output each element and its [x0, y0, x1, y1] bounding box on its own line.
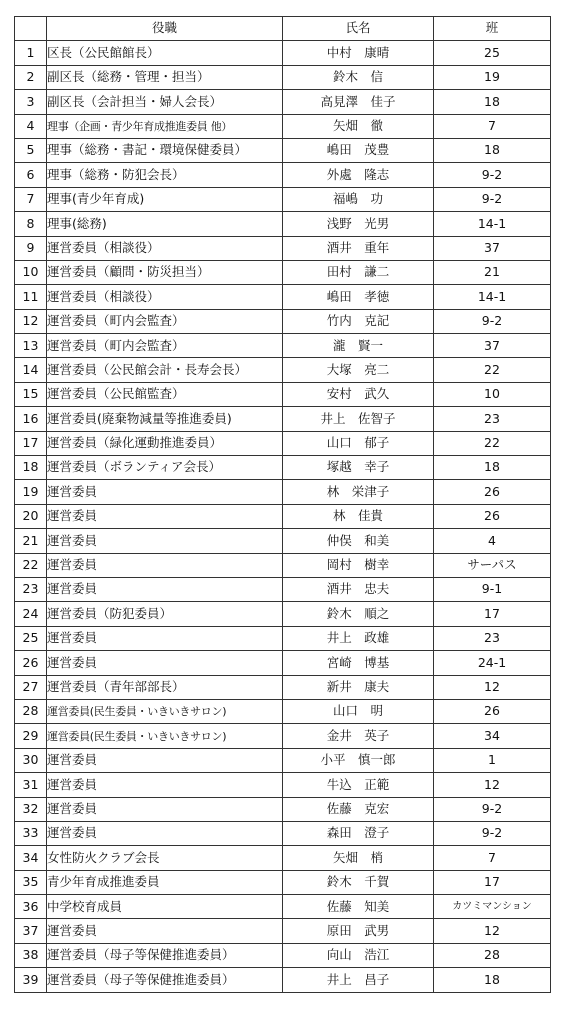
table-row: [15, 748, 551, 772]
row-han: 17: [434, 602, 551, 626]
row-name: 鈴木 信: [283, 65, 434, 89]
row-name: 林 佳貴: [283, 504, 434, 528]
table-row: [15, 651, 551, 675]
row-name: 塚越 幸子: [283, 456, 434, 480]
row-name: 金井 英子: [283, 724, 434, 748]
row-role: 運営委員: [47, 773, 283, 797]
row-name: 山口 明: [283, 699, 434, 723]
row-number: 9: [15, 236, 47, 260]
row-han: 23: [434, 626, 551, 650]
row-name: 原田 武男: [283, 919, 434, 943]
row-han: 18: [434, 90, 551, 114]
row-name: 宮崎 博基: [283, 651, 434, 675]
row-han: 4: [434, 529, 551, 553]
row-han: 26: [434, 699, 551, 723]
row-name: 矢畑 梢: [283, 846, 434, 870]
row-name: 矢畑 徹: [283, 114, 434, 138]
table-row: [15, 699, 551, 723]
table-row: [15, 577, 551, 601]
row-role: 運営委員: [47, 821, 283, 845]
row-name: 高見澤 佳子: [283, 90, 434, 114]
row-role: 運営委員: [47, 504, 283, 528]
row-role: 運営委員: [47, 480, 283, 504]
row-number: 25: [15, 626, 47, 650]
row-role: 区長（公民館館長）: [47, 41, 283, 65]
row-han: 23: [434, 407, 551, 431]
row-name: 仲俣 和美: [283, 529, 434, 553]
table-row: [15, 968, 551, 992]
row-name: 中村 康晴: [283, 41, 434, 65]
row-number: 19: [15, 480, 47, 504]
row-han: 22: [434, 431, 551, 455]
table-row: [15, 529, 551, 553]
row-number: 28: [15, 699, 47, 723]
row-number: 6: [15, 163, 47, 187]
row-role: 副区長（総務・管理・担当）: [47, 65, 283, 89]
row-han: 24-1: [434, 651, 551, 675]
table-row: [15, 821, 551, 845]
row-han: 28: [434, 943, 551, 967]
table-row: [15, 65, 551, 89]
row-name: 鈴木 順之: [283, 602, 434, 626]
row-number: 36: [15, 895, 47, 919]
table-row: [15, 724, 551, 748]
row-role: 理事（総務・防犯会長）: [47, 163, 283, 187]
row-number: 10: [15, 260, 47, 284]
row-name: 瀧 賢一: [283, 334, 434, 358]
row-number: 2: [15, 65, 47, 89]
row-name: 牛込 正範: [283, 773, 434, 797]
row-han: 9-2: [434, 797, 551, 821]
table-row: [15, 309, 551, 333]
row-number: 21: [15, 529, 47, 553]
row-role: 運営委員（町内会監査）: [47, 309, 283, 333]
row-han: 17: [434, 870, 551, 894]
row-number: 18: [15, 456, 47, 480]
row-han: 18: [434, 456, 551, 480]
row-number: 33: [15, 821, 47, 845]
row-number: 30: [15, 748, 47, 772]
roster-body: [15, 41, 551, 992]
row-role: 運営委員(廃棄物減量等推進委員): [47, 407, 283, 431]
table-row: [15, 480, 551, 504]
row-role: 女性防火クラブ会長: [47, 846, 283, 870]
row-role: 運営委員（防犯委員）: [47, 602, 283, 626]
row-role: 運営委員（ボランティア会長）: [47, 456, 283, 480]
table-row: [15, 382, 551, 406]
row-number: 16: [15, 407, 47, 431]
row-han: カツミマンション: [434, 895, 551, 919]
row-role: 運営委員: [47, 553, 283, 577]
row-han: 12: [434, 919, 551, 943]
row-number: 31: [15, 773, 47, 797]
row-han: 7: [434, 114, 551, 138]
table-row: [15, 943, 551, 967]
table-row: [15, 407, 551, 431]
row-han: 9-2: [434, 821, 551, 845]
row-role: 運営委員: [47, 919, 283, 943]
table-row: [15, 919, 551, 943]
row-han: 26: [434, 504, 551, 528]
row-name: 井上 政雄: [283, 626, 434, 650]
row-han: 10: [434, 382, 551, 406]
row-name: 小平 慎一郎: [283, 748, 434, 772]
table-row: [15, 163, 551, 187]
row-role: 副区長（会計担当・婦人会長）: [47, 90, 283, 114]
row-han: 18: [434, 138, 551, 162]
row-han: 37: [434, 334, 551, 358]
row-number: 7: [15, 187, 47, 211]
table-row: [15, 846, 551, 870]
row-han: 12: [434, 773, 551, 797]
table-row: [15, 602, 551, 626]
table-row: [15, 895, 551, 919]
table-row: [15, 41, 551, 65]
row-number: 15: [15, 382, 47, 406]
row-name: 嶋田 茂豊: [283, 138, 434, 162]
row-number: 27: [15, 675, 47, 699]
header-name: 氏名: [283, 17, 434, 41]
table-row: [15, 285, 551, 309]
row-name: 井上 佐智子: [283, 407, 434, 431]
row-role: 運営委員: [47, 651, 283, 675]
row-number: 34: [15, 846, 47, 870]
row-number: 12: [15, 309, 47, 333]
row-role: 理事（企画・青少年育成推進委員 他）: [47, 114, 283, 138]
row-name: 佐藤 克宏: [283, 797, 434, 821]
row-number: 37: [15, 919, 47, 943]
row-name: 田村 謙二: [283, 260, 434, 284]
row-role: 理事（総務・書記・環境保健委員）: [47, 138, 283, 162]
row-role: 運営委員（顧問・防災担当）: [47, 260, 283, 284]
row-role: 運営委員（公民館監査）: [47, 382, 283, 406]
row-number: 20: [15, 504, 47, 528]
table-row: [15, 553, 551, 577]
row-number: 39: [15, 968, 47, 992]
row-name: 竹内 克記: [283, 309, 434, 333]
row-role: 運営委員: [47, 626, 283, 650]
row-name: 林 栄津子: [283, 480, 434, 504]
row-han: 14-1: [434, 285, 551, 309]
row-name: 酒井 忠夫: [283, 577, 434, 601]
row-role: 運営委員（公民館会計・長寿会長）: [47, 358, 283, 382]
row-name: 酒井 重年: [283, 236, 434, 260]
row-role: 運営委員: [47, 529, 283, 553]
row-number: 23: [15, 577, 47, 601]
table-row: [15, 626, 551, 650]
row-role: 運営委員（青年部部長）: [47, 675, 283, 699]
row-name: 鈴木 千賀: [283, 870, 434, 894]
row-number: 3: [15, 90, 47, 114]
row-han: 21: [434, 260, 551, 284]
row-name: 岡村 樹幸: [283, 553, 434, 577]
row-han: 7: [434, 846, 551, 870]
row-name: 外處 隆志: [283, 163, 434, 187]
row-number: 14: [15, 358, 47, 382]
row-han: 25: [434, 41, 551, 65]
row-number: 26: [15, 651, 47, 675]
table-row: [15, 187, 551, 211]
row-han: 18: [434, 968, 551, 992]
row-role: 理事(総務): [47, 212, 283, 236]
table-row: [15, 675, 551, 699]
row-name: 新井 康夫: [283, 675, 434, 699]
row-name: 嶋田 孝徳: [283, 285, 434, 309]
officer-roster-table: [14, 16, 551, 993]
row-han: 26: [434, 480, 551, 504]
row-role: 運営委員（母子等保健推進委員）: [47, 943, 283, 967]
header-han: 班: [434, 17, 551, 41]
row-number: 35: [15, 870, 47, 894]
row-number: 4: [15, 114, 47, 138]
row-name: 福嶋 功: [283, 187, 434, 211]
header-number: [15, 17, 47, 41]
table-row: [15, 870, 551, 894]
table-row: [15, 260, 551, 284]
row-role: 運営委員(民生委員・いきいきサロン): [47, 699, 283, 723]
row-han: 9-2: [434, 163, 551, 187]
table-row: [15, 236, 551, 260]
table-row: [15, 773, 551, 797]
row-name: 大塚 亮二: [283, 358, 434, 382]
row-role: 青少年育成推進委員: [47, 870, 283, 894]
table-row: [15, 358, 551, 382]
table-row: [15, 504, 551, 528]
row-han: 37: [434, 236, 551, 260]
row-role: 運営委員（緑化運動推進委員）: [47, 431, 283, 455]
row-number: 1: [15, 41, 47, 65]
table-row: [15, 456, 551, 480]
row-role: 運営委員: [47, 797, 283, 821]
row-name: 森田 澄子: [283, 821, 434, 845]
table-row: [15, 212, 551, 236]
header-role: 役職: [47, 17, 283, 41]
row-han: サーパス: [434, 553, 551, 577]
row-number: 5: [15, 138, 47, 162]
row-number: 24: [15, 602, 47, 626]
row-name: 山口 郁子: [283, 431, 434, 455]
row-role: 運営委員: [47, 748, 283, 772]
row-number: 17: [15, 431, 47, 455]
row-role: 理事(青少年育成): [47, 187, 283, 211]
row-number: 11: [15, 285, 47, 309]
row-number: 8: [15, 212, 47, 236]
row-name: 向山 浩江: [283, 943, 434, 967]
row-role: 運営委員（相談役）: [47, 285, 283, 309]
row-role: 運営委員（町内会監査）: [47, 334, 283, 358]
table-row: [15, 797, 551, 821]
row-name: 安村 武久: [283, 382, 434, 406]
row-han: 9-1: [434, 577, 551, 601]
row-name: 佐藤 知美: [283, 895, 434, 919]
row-number: 38: [15, 943, 47, 967]
table-row: [15, 138, 551, 162]
table-row: [15, 431, 551, 455]
table-row: [15, 334, 551, 358]
row-role: 運営委員: [47, 577, 283, 601]
row-han: 9-2: [434, 187, 551, 211]
row-han: 34: [434, 724, 551, 748]
row-han: 19: [434, 65, 551, 89]
row-role: 中学校育成員: [47, 895, 283, 919]
row-number: 22: [15, 553, 47, 577]
table-row: [15, 114, 551, 138]
row-han: 1: [434, 748, 551, 772]
row-han: 12: [434, 675, 551, 699]
row-name: 井上 昌子: [283, 968, 434, 992]
row-role: 運営委員（母子等保健推進委員）: [47, 968, 283, 992]
row-role: 運営委員(民生委員・いきいきサロン): [47, 724, 283, 748]
row-role: 運営委員（相談役）: [47, 236, 283, 260]
row-number: 32: [15, 797, 47, 821]
row-han: 9-2: [434, 309, 551, 333]
row-han: 14-1: [434, 212, 551, 236]
row-number: 13: [15, 334, 47, 358]
header-row: [15, 17, 551, 41]
row-han: 22: [434, 358, 551, 382]
row-number: 29: [15, 724, 47, 748]
row-name: 浅野 光男: [283, 212, 434, 236]
table-row: [15, 90, 551, 114]
